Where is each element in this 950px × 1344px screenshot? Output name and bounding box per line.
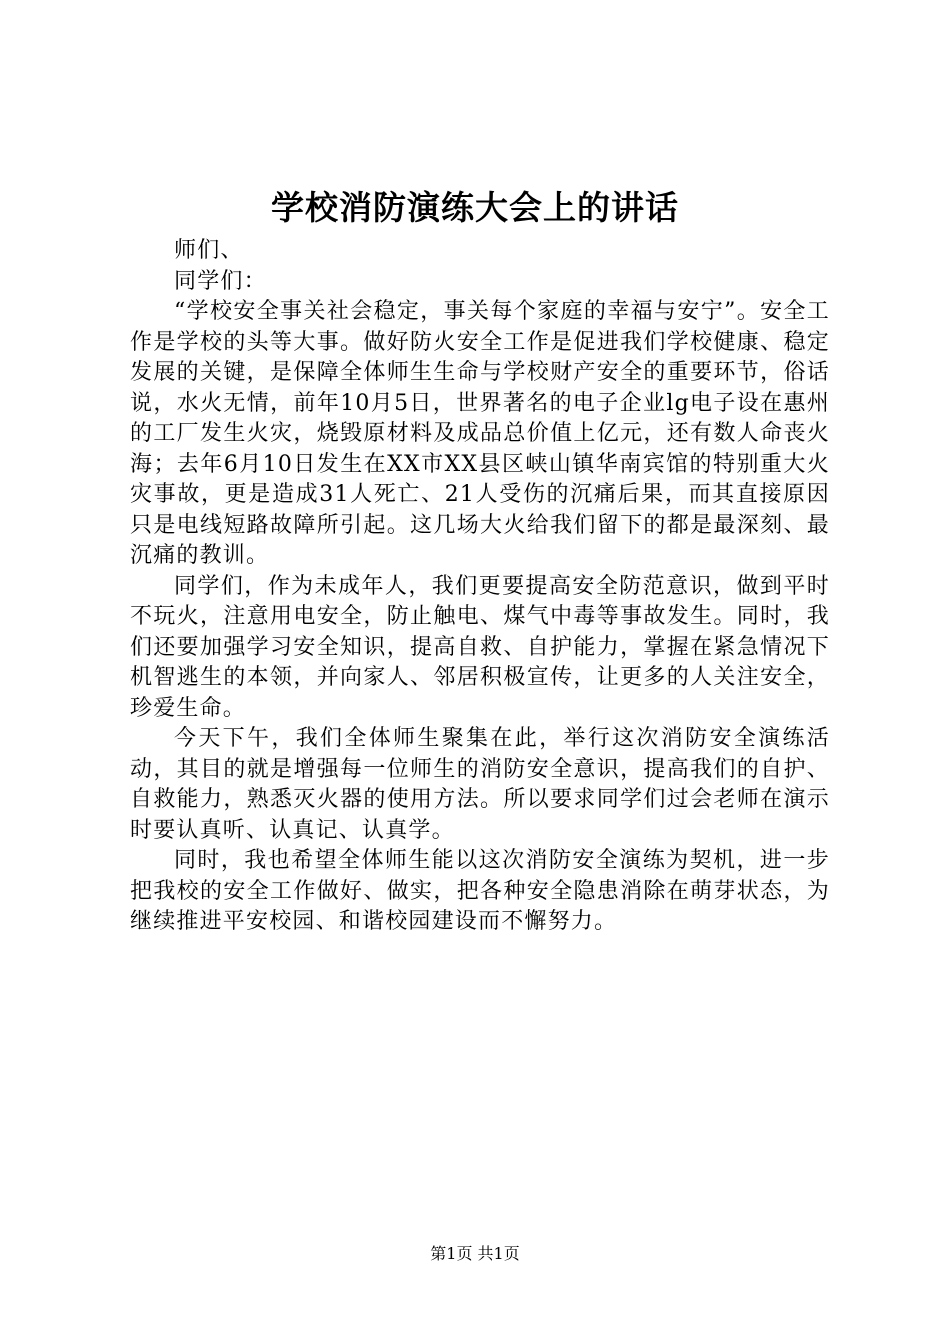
paragraph: 今天下午，我们全体师生聚集在此，举行这次消防安全演练活动，其目的就是增强每一位师生的消防安全意识，提高我们的自护、自救能力，熟悉灭火器的使用方法。所以要求同学们过会老师在演示时要认真听、认真记、认真学。 — [130, 726, 830, 843]
salutation-students: 同学们： — [174, 268, 267, 294]
page-footer: 第1页 共1页 — [430, 1244, 520, 1263]
document-title: 学校消防演练大会上的讲话 — [271, 188, 679, 227]
document-body — [130, 236, 830, 938]
paragraph: 同学们，作为未成年人，我们更要提高安全防范意识，做到平时不玩火，注意用电安全，防止触电、煤气中毒等事故发生。同时，我们还要加强学习安全知识，提高自救、自护能力，掌握在紧急情况下机智逃生的本领，并向家人、邻居积极宣传，让更多的人关注安全，珍爱生命。 — [130, 573, 830, 721]
paragraph: 同时，我也希望全体师生能以这次消防安全演练为契机，进一步把我校的安全工作做好、做实，把各种安全隐患消除在萌芽状态，为继续推进平安校园、和谐校园建设而不懈努力。 — [130, 848, 830, 934]
salutation-teachers: 师们、 — [174, 238, 244, 263]
paragraph: “学校安全事关社会稳定，事关每个家庭的幸福与安宁”。安全工作是学校的头等大事。做好防火安全工作是促进我们学校健康、稳定发展的关键，是保障全体师生生命与学校财产安全的重要环节，俗话说，水火无情，前年10月5日，世界著名的电子企业lg电子设在惠州的工厂发生火灾，烧毁原材料及成品总价值上亿元，还有数人命丧火海；去年6月10日发生在XX市XX县区峡山镇华南宾馆的特别重大火灾事故，更是造成31人死亡、21人受伤的沉痛后果，而其直接原因只是电线短路故障所引起。这几场大火给我们留下的都是最深刻、最沉痛的教训。 — [130, 299, 830, 568]
